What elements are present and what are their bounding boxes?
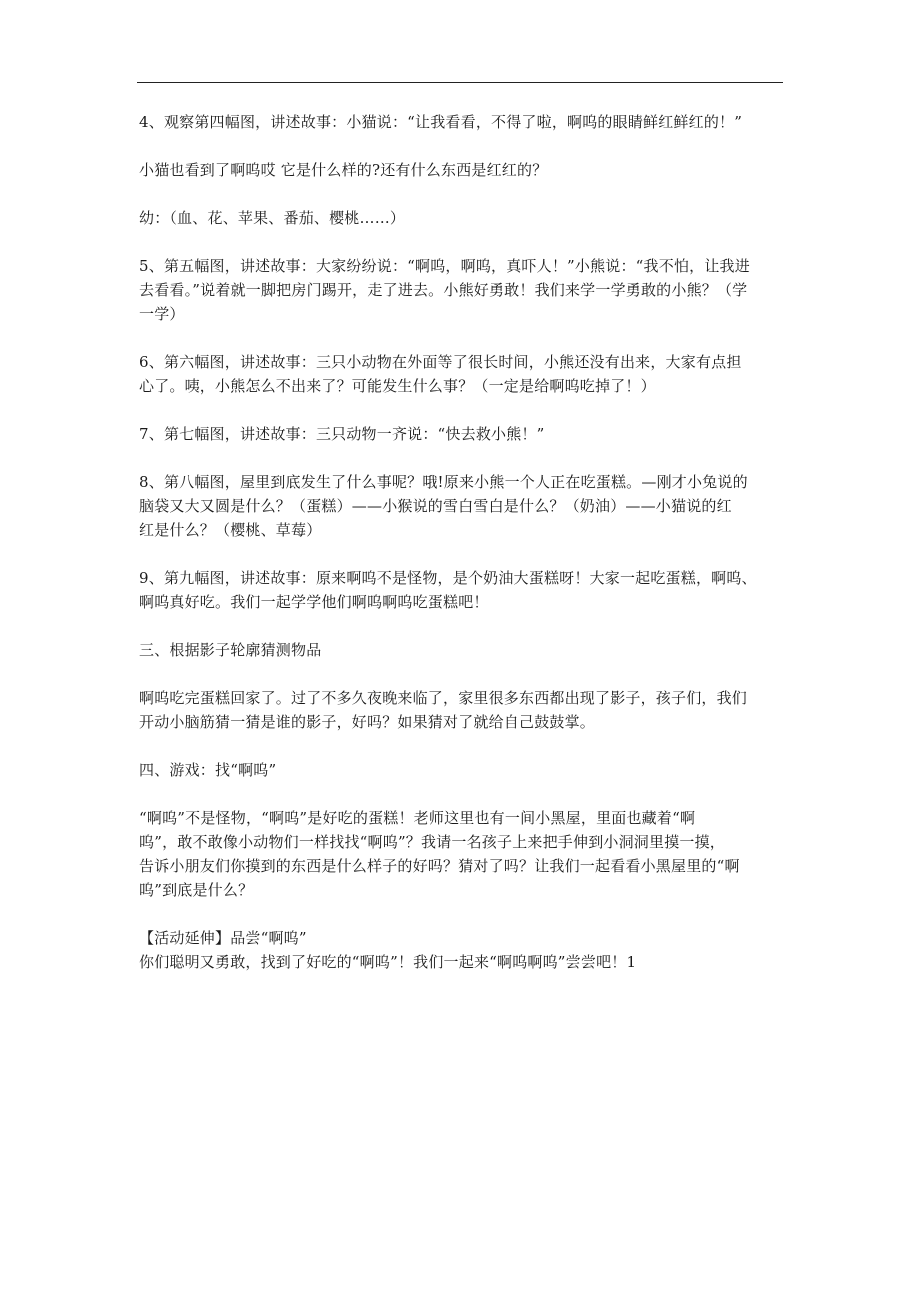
paragraph [139, 110, 789, 134]
document-body [139, 110, 789, 974]
paragraph [139, 422, 789, 446]
text-line: 四、游戏：找“啊呜” [139, 761, 277, 779]
section-heading [139, 638, 789, 662]
text-line: 5、第五幅图，讲述故事：大家纷纷说：“啊呜，啊呜，真吓人！”小熊说：“我不怕，让我进 [139, 257, 750, 275]
text-line: 脑袋又大又圆是什么？（蛋糕）——小猴说的雪白雪白是什么？（奶油）——小猫说的红 [139, 497, 732, 515]
text-line: 幼：（血、花、苹果、番茄、樱桃……） [139, 209, 406, 227]
text-line: 心了。咦，小熊怎么不出来了？可能发生什么事？（一定是给啊呜吃掉了！） [139, 377, 656, 395]
text-line: 去看看。”说着就一脚把房门踢开，走了进去。小熊好勇敢！我们来学一学勇敢的小熊？（学 [139, 281, 748, 299]
paragraph [139, 470, 789, 542]
paragraph [139, 566, 789, 614]
text-line: 7、第七幅图，讲述故事：三只动物一齐说：“快去救小熊！” [139, 425, 545, 443]
text-line: 呜”，敢不敢像小动物们一样找找“啊呜”？我请一名孩子上来把手伸到小洞洞里摸一摸， [139, 833, 726, 851]
paragraph [139, 158, 789, 182]
text-line: 你们聪明又勇敢，找到了好吃的“啊呜”！我们一起来“啊呜啊呜”尝尝吧！1 [139, 953, 637, 971]
paragraph [139, 806, 789, 902]
text-line: 4、观察第四幅图，讲述故事：小猫说：“让我看看，不得了啦，啊呜的眼睛鲜红鲜红的！” [139, 113, 743, 131]
header-rule [137, 82, 783, 83]
paragraph [139, 686, 789, 734]
section-heading [139, 758, 789, 782]
text-line: 啊呜真好吃。我们一起学学他们啊呜啊呜吃蛋糕吧！ [139, 593, 489, 611]
paragraph [139, 926, 789, 974]
paragraph [139, 350, 789, 398]
text-line: 啊呜吃完蛋糕回家了。过了不多久夜晚来临了，家里很多东西都出现了影子，孩子们，我们 [139, 689, 748, 707]
text-line: 告诉小朋友们你摸到的东西是什么样子的好吗？猜对了吗？让我们一起看看小黑屋里的“啊 [139, 857, 740, 875]
paragraph [139, 206, 789, 230]
text-line: 开动小脑筋猜一猜是谁的影子，好吗？如果猜对了就给自己鼓鼓掌。 [139, 713, 596, 731]
text-line: “啊呜”不是怪物，“啊呜”是好吃的蛋糕！老师这里也有一间小黑屋，里面也藏着“啊 [139, 809, 696, 827]
text-line: 【活动延伸】品尝“啊呜” [139, 929, 307, 947]
text-line: 红是什么？（樱桃、草莓） [139, 521, 322, 539]
text-line: 6、第六幅图，讲述故事：三只小动物在外面等了很长时间，小熊还没有出来，大家有点担 [139, 353, 742, 371]
text-line: 9、第九幅图，讲述故事：原来啊呜不是怪物，是个奶油大蛋糕呀！大家一起吃蛋糕，啊呜、 [139, 569, 757, 587]
text-line: 8、第八幅图，屋里到底发生了什么事呢？哦!原来小熊一个人正在吃蛋糕。—刚才小兔说的 [139, 473, 748, 491]
paragraph [139, 254, 789, 326]
text-line: 小猫也看到了啊呜哎 它是什么样的?还有什么东西是红红的？ [139, 161, 548, 179]
text-line: 呜”到底是什么？ [139, 881, 254, 899]
text-line: 一学） [139, 305, 185, 323]
text-line: 三、根据影子轮廓猜测物品 [139, 641, 322, 659]
